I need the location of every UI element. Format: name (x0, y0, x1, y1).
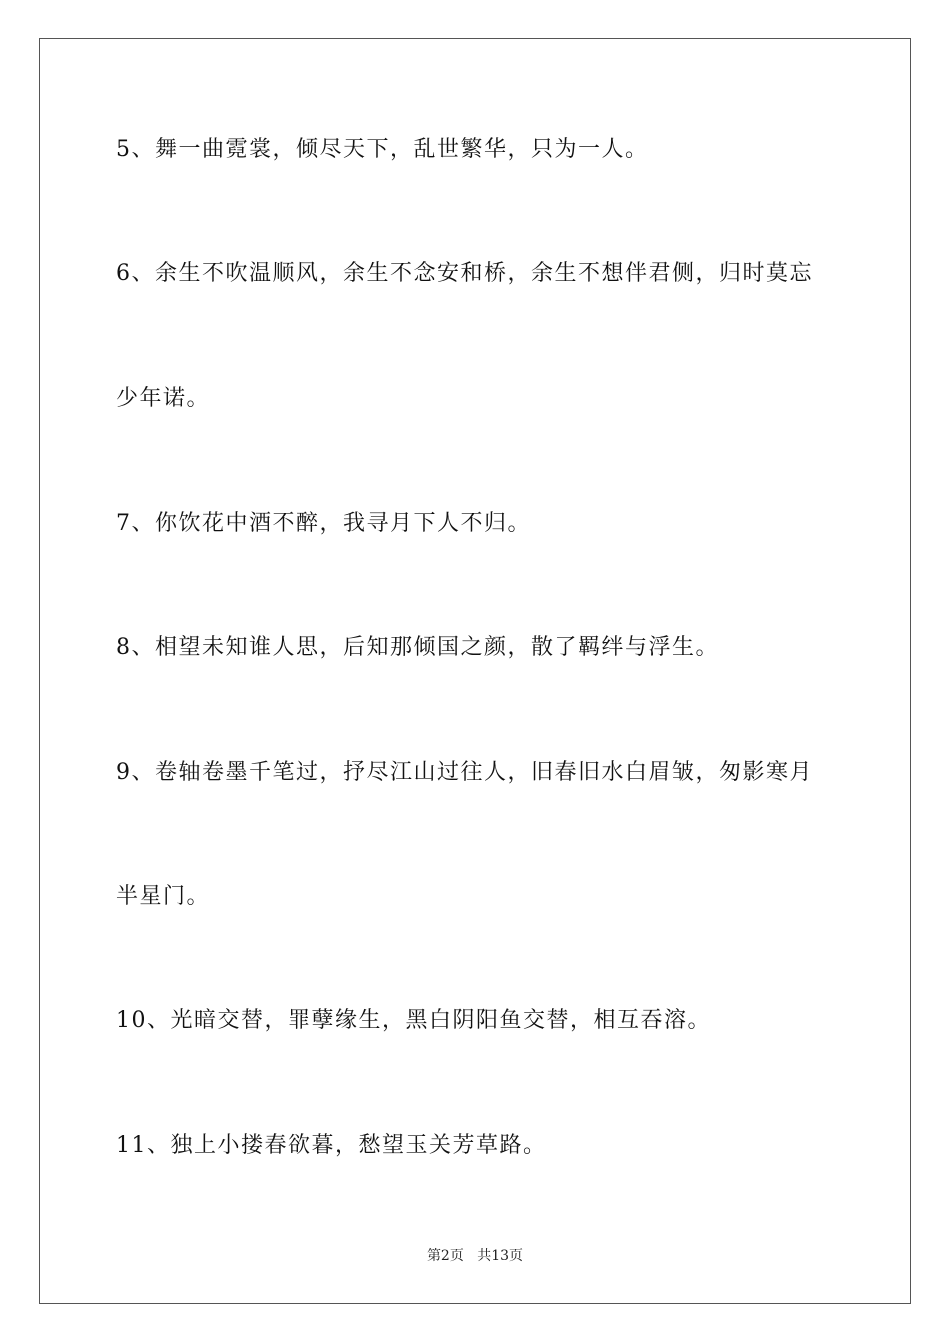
text-line: 9、卷轴卷墨千笔过，抒尽江山过往人，旧春旧水白眉皱，匆影寒月 (116, 760, 813, 785)
text-line: 10、光暗交替，罪孽缘生，黑白阴阳鱼交替，相互吞溶。 (116, 1008, 711, 1033)
text-line: 11、独上小搂春欲暮，愁望玉关芳草路。 (116, 1133, 547, 1158)
text-line: 8、相望未知谁人思，后知那倾国之颜，散了羁绊与浮生。 (116, 635, 719, 660)
page-border (39, 38, 911, 1304)
text-line: 半星门。 (116, 884, 211, 909)
text-line: 7、你饮花中酒不醉，我寻月下人不归。 (116, 511, 531, 536)
page-number: 第2页 (426, 1248, 464, 1264)
text-line: 少年诺。 (116, 386, 211, 411)
page-total: 共13页 (477, 1248, 524, 1264)
text-line: 6、余生不吹温顺风，余生不念安和桥，余生不想伴君侧，归时莫忘 (116, 261, 813, 286)
page-footer (0, 1247, 950, 1265)
text-line: 5、舞一曲霓裳，倾尽天下，乱世繁华，只为一人。 (116, 137, 649, 162)
